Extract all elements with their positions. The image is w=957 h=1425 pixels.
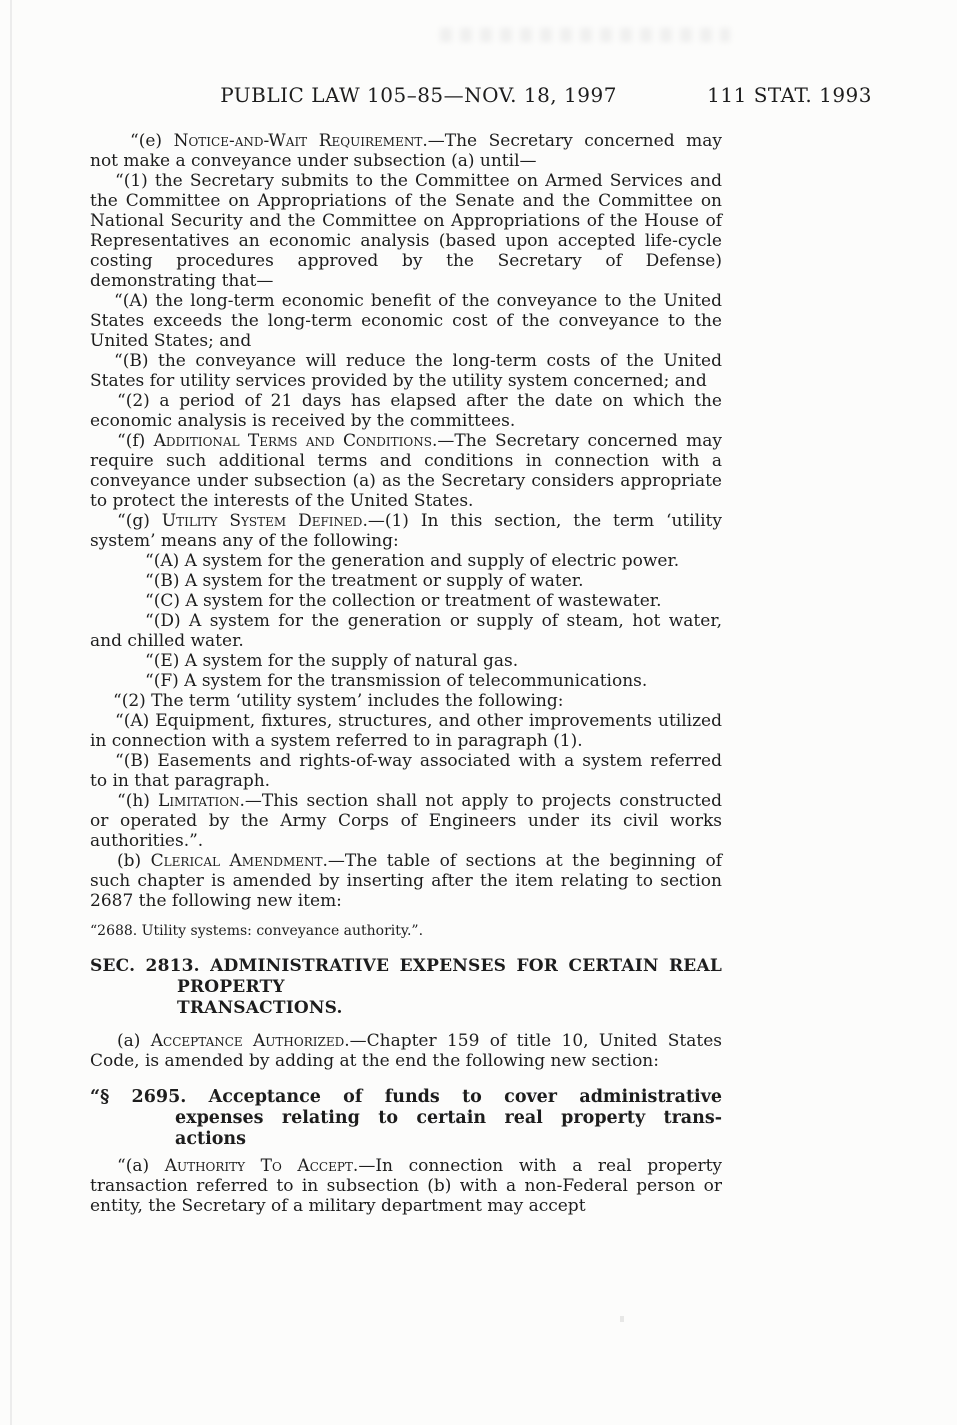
stat-page-citation: 111 STAT. 1993 <box>707 83 872 107</box>
paragraph: “(E) A system for the supply of natural gas. <box>145 651 519 671</box>
paragraph: “(g) Utility System Defined.—(1) In this section, the term ‘utility system’ means any of the following: <box>90 511 722 551</box>
law-citation: PUBLIC LAW 105–85—NOV. 18, 1997 <box>220 83 617 107</box>
paragraph: “(2) a period of 21 days has elapsed after the date on which the economic analysis is received by the committees. <box>90 391 722 431</box>
section-heading: SEC. 2813. ADMINISTRATIVE EXPENSES FOR CERTAIN REAL PROPERTY TRANSACTIONS. <box>90 956 722 1018</box>
paragraph: “(e) Notice-and-Wait Requirement.—The Secretary concerned may not make a conveyance under subsection (a) until— <box>90 131 722 171</box>
paragraph: “(f) Additional Terms and Conditions.—The Secretary concerned may require such additional terms and conditions in connection with a conveyance under subsection (a) as the Secretary considers appropriate to protect the interests of the United States. <box>90 431 722 511</box>
small-caps-term: Utility System Defined <box>161 511 363 531</box>
small-caps-term: Notice-and-Wait Requirement <box>173 131 423 151</box>
small-caps-term: Limitation <box>158 791 240 811</box>
paragraph: (a) Acceptance Authorized.—Chapter 159 of title 10, United States Code, is amended by adding at the end the following new section: <box>90 1031 722 1071</box>
small-caps-term: Clerical Amendment <box>150 851 323 871</box>
paragraph: “(B) Easements and rights-of-way associated with a system referred to in that paragraph. <box>90 751 722 791</box>
paragraph: “(A) Equipment, fixtures, structures, and other improvements utilized in connection with a system referred to in paragraph (1). <box>90 711 722 751</box>
paragraph: “(B) A system for the treatment or supply of water. <box>145 571 584 591</box>
statute-page <box>90 0 872 1216</box>
paragraph: “(2) The term ‘utility system’ includes the following: <box>113 691 564 711</box>
paragraph: “(D) A system for the generation or supply of steam, hot water, and chilled water. <box>90 611 722 651</box>
small-caps-term: Additional Terms and Conditions <box>153 431 432 451</box>
running-header <box>90 84 872 107</box>
scan-speck <box>620 1316 624 1322</box>
paragraph: “(a) Authority To Accept.—In connection with a real property transaction referred to in subsection (b) with a non-Federal person or entity, the Secretary of a military department may accept <box>90 1156 723 1216</box>
small-caps-term: Authority To Accept <box>164 1156 353 1176</box>
small-caps-term: Acceptance Authorized <box>150 1031 345 1051</box>
paragraph: “(h) Limitation.—This section shall not apply to projects constructed or operated by the Army Corps of Engineers under its civil works authorities.”. <box>90 791 722 851</box>
paragraph: (b) Clerical Amendment.—The table of sections at the beginning of such chapter is amended by inserting after the item relating to section 2687 the following new item: <box>90 851 722 911</box>
paragraph: “(A) the long-term economic benefit of the conveyance to the United States exceeds the long-term economic cost of the conveyance to the United States; and <box>90 291 722 351</box>
scan-edge-line <box>10 0 12 1425</box>
paragraph: “(1) the Secretary submits to the Committee on Armed Services and the Committee on Appropriations of the Senate and the Committee on National Security and the Committee on Appropriations of the House of Representatives an economic analysis (based upon accepted life-cycle costing procedures approved by the Secretary of Defense) demonstrating that— <box>90 171 722 291</box>
paragraph: “(A) A system for the generation and supply of electric power. <box>145 551 680 571</box>
table-of-sections-item: “2688. Utility systems: conveyance authority.”. <box>90 923 424 939</box>
paragraph: “(C) A system for the collection or treatment of wastewater. <box>145 591 662 611</box>
paragraph: “(B) the conveyance will reduce the long-term costs of the United States for utility services provided by the utility system concerned; and <box>90 351 722 391</box>
paragraph: “(F) A system for the transmission of telecommunications. <box>145 671 648 691</box>
document-body <box>90 131 722 1216</box>
usc-section-heading: “§ 2695. Acceptance of funds to cover administrative expenses relating to certain real property trans- actions <box>90 1087 722 1149</box>
